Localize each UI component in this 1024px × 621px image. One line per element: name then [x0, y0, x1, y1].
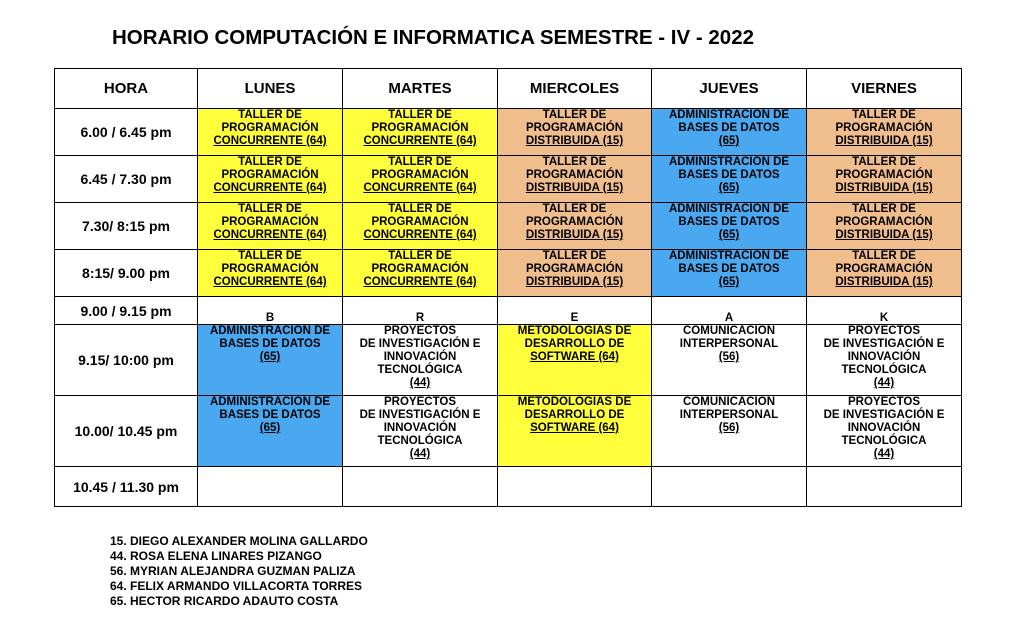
class-text-line: PROYECTOS	[384, 396, 456, 408]
time-label: 10.45 / 11.30 pm	[55, 467, 198, 507]
time-label: 9.00 / 9.15 pm	[55, 297, 198, 325]
class-cell-lunes	[198, 325, 343, 396]
class-text-line: (56)	[718, 351, 740, 363]
class-text-line: DISTRIBUIDA (15)	[835, 276, 933, 288]
class-text-line: (44)	[873, 377, 895, 389]
class-cell-martes	[343, 203, 498, 250]
class-text-line: PROGRAMACIÓN	[221, 169, 319, 181]
class-text-line: INTERPERSONAL	[679, 338, 779, 350]
class-text-line: TALLER DE	[238, 203, 302, 215]
class-text-line: ADMINISTRACIÓN DE	[668, 109, 790, 121]
class-cell-miercoles	[498, 250, 652, 297]
header-miercoles: MIERCOLES	[498, 69, 652, 109]
class-cell-viernes	[807, 250, 962, 297]
class-text-line: TALLER DE	[388, 250, 452, 262]
class-cell-miercoles	[498, 325, 652, 396]
class-text-line: DE INVESTIGACIÓN E	[823, 338, 945, 350]
class-text-line: ADMINISTRACIÓN DE	[668, 203, 790, 215]
class-cell-miercoles	[498, 156, 652, 203]
class-cell-jueves	[652, 396, 807, 467]
legend-item: 56. MYRIAN ALEJANDRA GUZMAN PALIZA	[110, 564, 356, 578]
class-text-line: (65)	[259, 351, 281, 363]
class-text-line: TALLER DE	[388, 156, 452, 168]
class-text-line: PROGRAMACIÓN	[525, 263, 624, 275]
class-text-line: DESARROLLO DE	[524, 409, 625, 421]
class-text-line: INNOVACIÓN	[847, 351, 921, 363]
class-text-line: ADMINISTRACIÓN DE	[209, 325, 331, 337]
class-text-line: DISTRIBUIDA (15)	[525, 135, 624, 147]
class-text-line: PROGRAMACIÓN	[835, 169, 933, 181]
header-martes: MARTES	[343, 69, 498, 109]
class-text-line: TECNOLÓGICA	[841, 364, 927, 376]
class-text-line: PROGRAMACIÓN	[371, 263, 469, 275]
legend-item: 64. FELIX ARMANDO VILLACORTA TORRES	[110, 579, 363, 593]
class-text-line: TALLER DE	[388, 203, 452, 215]
time-label: 6.00 / 6.45 pm	[55, 109, 198, 156]
class-text-line: INNOVACIÓN	[847, 422, 921, 434]
class-cell-martes	[343, 250, 498, 297]
break-letter: E	[498, 297, 652, 325]
class-cell-lunes	[198, 203, 343, 250]
break-row	[55, 297, 962, 325]
class-text-line: TALLER DE	[852, 109, 916, 121]
class-text-line: PROGRAMACIÓN	[835, 122, 933, 134]
class-text-line: SOFTWARE (64)	[530, 422, 619, 434]
time-label: 10.00/ 10.45 pm	[55, 396, 198, 467]
class-text-line: SOFTWARE (64)	[530, 351, 619, 363]
class-text-line: CONCURRENTE (64)	[363, 182, 477, 194]
class-text-line: DE INVESTIGACIÓN E	[823, 409, 945, 421]
class-text-line: DISTRIBUIDA (15)	[835, 135, 933, 147]
break-letter: R	[343, 297, 498, 325]
class-text-line: CONCURRENTE (64)	[213, 276, 327, 288]
break-letter: A	[652, 297, 807, 325]
legend-item: 15. DIEGO ALEXANDER MOLINA GALLARDO	[110, 534, 368, 548]
class-cell-viernes	[807, 156, 962, 203]
empty-cell	[343, 467, 498, 507]
class-text-line: ADMINISTRACIÓN DE	[668, 250, 790, 262]
class-text-line: TALLER DE	[238, 250, 302, 262]
class-text-line: PROGRAMACIÓN	[371, 216, 469, 228]
class-text-line: DESARROLLO DE	[524, 338, 625, 350]
class-text-line: METODOLOGÍAS DE	[517, 396, 632, 408]
class-text-line: PROGRAMACIÓN	[221, 263, 319, 275]
class-text-line: BASES DE DATOS	[678, 216, 780, 228]
page-title: HORARIO COMPUTACIÓN E INFORMATICA SEMESTRE - IV - 2022	[112, 26, 754, 49]
class-text-line: TALLER DE	[388, 109, 452, 121]
class-text-line: DE INVESTIGACIÓN E	[359, 409, 481, 421]
class-text-line: TALLER DE	[238, 109, 302, 121]
empty-cell	[807, 467, 962, 507]
class-cell-viernes	[807, 325, 962, 396]
header-jueves: JUEVES	[652, 69, 807, 109]
class-text-line: PROGRAMACIÓN	[525, 122, 624, 134]
class-cell-viernes	[807, 203, 962, 250]
schedule-table	[54, 68, 962, 507]
class-text-line: COMUNICACIÓN	[683, 325, 775, 337]
class-text-line: BASES DE DATOS	[678, 169, 780, 181]
class-text-line: (65)	[718, 135, 740, 147]
class-cell-martes	[343, 396, 498, 467]
class-text-line: PROYECTOS	[848, 396, 920, 408]
time-slot-row	[55, 203, 962, 250]
class-text-line: DISTRIBUIDA (15)	[525, 182, 624, 194]
class-text-line: TALLER DE	[542, 109, 607, 121]
class-text-line: BASES DE DATOS	[219, 338, 321, 350]
class-text-line: PROYECTOS	[384, 325, 456, 337]
empty-cell	[198, 467, 343, 507]
class-text-line: DISTRIBUIDA (15)	[525, 276, 624, 288]
class-text-line: DE INVESTIGACIÓN E	[359, 338, 481, 350]
class-text-line: DISTRIBUIDA (15)	[525, 229, 624, 241]
class-text-line: CONCURRENTE (64)	[213, 182, 327, 194]
class-cell-martes	[343, 156, 498, 203]
class-text-line: INNOVACIÓN	[383, 351, 457, 363]
time-slot-row	[55, 467, 962, 507]
class-text-line: TALLER DE	[542, 250, 607, 262]
time-slot-row	[55, 396, 962, 467]
class-cell-jueves	[652, 109, 807, 156]
class-cell-jueves	[652, 325, 807, 396]
time-slot-row	[55, 325, 962, 396]
class-text-line: CONCURRENTE (64)	[363, 276, 477, 288]
class-text-line: (65)	[718, 182, 740, 194]
class-text-line: (44)	[873, 448, 895, 460]
class-cell-jueves	[652, 250, 807, 297]
class-text-line: (65)	[718, 229, 740, 241]
class-cell-jueves	[652, 156, 807, 203]
header-row	[55, 69, 962, 109]
class-text-line: (44)	[409, 377, 431, 389]
class-text-line: TECNOLÓGICA	[377, 364, 463, 376]
class-cell-jueves	[652, 203, 807, 250]
class-cell-lunes	[198, 109, 343, 156]
class-cell-martes	[343, 109, 498, 156]
class-text-line: COMUNICACIÓN	[683, 396, 775, 408]
class-text-line: BASES DE DATOS	[219, 409, 321, 421]
class-cell-miercoles	[498, 396, 652, 467]
class-cell-martes	[343, 325, 498, 396]
class-text-line: ADMINISTRACIÓN DE	[209, 396, 331, 408]
class-text-line: TECNOLÓGICA	[841, 435, 927, 447]
class-text-line: (44)	[409, 448, 431, 460]
class-text-line: ADMINISTRACIÓN DE	[668, 156, 790, 168]
legend-item: 65. HECTOR RICARDO ADAUTO COSTA	[110, 594, 339, 608]
class-cell-lunes	[198, 250, 343, 297]
header-lunes: LUNES	[198, 69, 343, 109]
class-text-line: PROGRAMACIÓN	[525, 216, 624, 228]
time-slot-row	[55, 156, 962, 203]
class-text-line: CONCURRENTE (64)	[363, 135, 477, 147]
class-text-line: TALLER DE	[852, 156, 916, 168]
empty-cell	[498, 467, 652, 507]
class-text-line: BASES DE DATOS	[678, 263, 780, 275]
class-text-line: METODOLOGÍAS DE	[517, 325, 632, 337]
time-label: 8:15/ 9.00 pm	[55, 250, 198, 297]
class-text-line: TECNOLÓGICA	[377, 435, 463, 447]
class-cell-miercoles	[498, 109, 652, 156]
break-letter: B	[198, 297, 343, 325]
time-slot-row	[55, 109, 962, 156]
class-text-line: PROGRAMACIÓN	[835, 263, 933, 275]
empty-cell	[652, 467, 807, 507]
class-text-line: DISTRIBUIDA (15)	[835, 229, 933, 241]
class-text-line: TALLER DE	[542, 203, 607, 215]
class-cell-viernes	[807, 396, 962, 467]
class-text-line: INNOVACIÓN	[383, 422, 457, 434]
class-text-line: PROGRAMACIÓN	[221, 216, 319, 228]
class-cell-lunes	[198, 396, 343, 467]
class-text-line: PROYECTOS	[848, 325, 920, 337]
time-label: 6.45 / 7.30 pm	[55, 156, 198, 203]
class-text-line: DISTRIBUIDA (15)	[835, 182, 933, 194]
class-text-line: CONCURRENTE (64)	[213, 229, 327, 241]
time-label: 9.15/ 10:00 pm	[55, 325, 198, 396]
class-text-line: TALLER DE	[238, 156, 302, 168]
class-cell-viernes	[807, 109, 962, 156]
class-text-line: TALLER DE	[852, 203, 916, 215]
class-text-line: (56)	[718, 422, 740, 434]
class-text-line: PROGRAMACIÓN	[835, 216, 933, 228]
class-text-line: (65)	[718, 276, 740, 288]
class-cell-miercoles	[498, 203, 652, 250]
class-text-line: CONCURRENTE (64)	[363, 229, 477, 241]
time-label: 7.30/ 8:15 pm	[55, 203, 198, 250]
class-text-line: PROGRAMACIÓN	[371, 122, 469, 134]
legend-item: 44. ROSA ELENA LINARES PIZANGO	[110, 549, 322, 563]
time-slot-row	[55, 250, 962, 297]
class-text-line: PROGRAMACIÓN	[221, 122, 319, 134]
class-text-line: INTERPERSONAL	[679, 409, 779, 421]
class-text-line: (65)	[259, 422, 281, 434]
class-cell-lunes	[198, 156, 343, 203]
break-letter: K	[807, 297, 962, 325]
class-text-line: PROGRAMACIÓN	[525, 169, 624, 181]
class-text-line: TALLER DE	[542, 156, 607, 168]
class-text-line: PROGRAMACIÓN	[371, 169, 469, 181]
teacher-legend	[110, 534, 368, 609]
header-viernes: VIERNES	[807, 69, 962, 109]
header-hora: HORA	[55, 69, 198, 109]
class-text-line: CONCURRENTE (64)	[213, 135, 327, 147]
class-text-line: TALLER DE	[852, 250, 916, 262]
class-text-line: BASES DE DATOS	[678, 122, 780, 134]
